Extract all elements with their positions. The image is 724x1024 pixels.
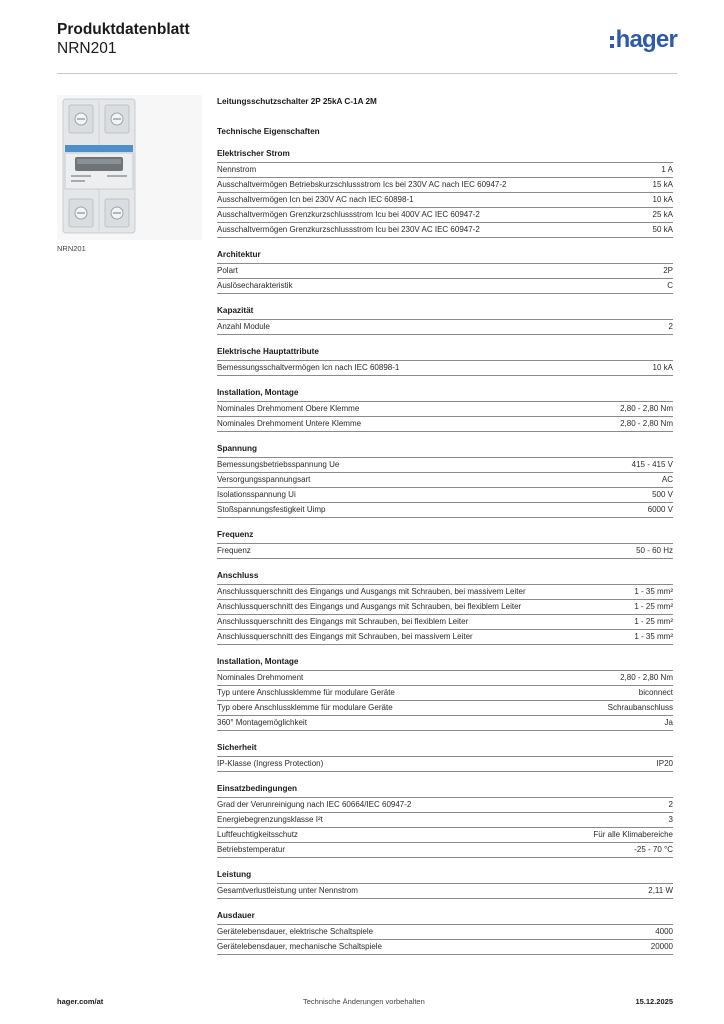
spec-row xyxy=(217,828,673,843)
spec-value: 500 V xyxy=(652,490,673,499)
section-heading: Technische Eigenschaften xyxy=(217,127,320,136)
spec-group xyxy=(217,250,673,294)
spec-group-title: Architektur xyxy=(217,250,673,264)
spec-value: Für alle Klimabereiche xyxy=(593,830,673,839)
hager-logo xyxy=(610,26,677,54)
spec-group xyxy=(217,388,673,432)
spec-row xyxy=(217,402,673,417)
spec-value: 2,80 - 2,80 Nm xyxy=(620,404,673,413)
product-image xyxy=(57,95,202,240)
spec-label: Anzahl Module xyxy=(217,322,270,331)
spec-label: Ausschaltvermögen Betriebskurzschlussstrom Ics bei 230V AC nach IEC 60947-2 xyxy=(217,180,507,189)
spec-row xyxy=(217,544,673,559)
spec-row xyxy=(217,843,673,858)
spec-label: Ausschaltvermögen Grenzkurzschlussstrom Icu bei 230V AC IEC 60947-2 xyxy=(217,225,480,234)
spec-label: 360° Montagemöglichkeit xyxy=(217,718,307,727)
spec-label: Stoßspannungsfestigkeit Uimp xyxy=(217,505,326,514)
spec-groups xyxy=(217,149,673,955)
spec-row xyxy=(217,615,673,630)
spec-value: 10 kA xyxy=(652,363,673,372)
spec-group-title: Elektrische Hauptattribute xyxy=(217,347,673,361)
spec-value: 10 kA xyxy=(652,195,673,204)
spec-label: Polart xyxy=(217,266,238,275)
spec-group-title: Elektrischer Strom xyxy=(217,149,673,163)
page-footer xyxy=(57,997,673,1009)
spec-row xyxy=(217,503,673,518)
spec-value: 50 kA xyxy=(652,225,673,234)
spec-row xyxy=(217,417,673,432)
spec-label: Nominales Drehmoment Obere Klemme xyxy=(217,404,360,413)
spec-value: AC xyxy=(661,475,673,484)
spec-label: Ausschaltvermögen Grenzkurzschlussstrom Icu bei 400V AC IEC 60947-2 xyxy=(217,210,480,219)
spec-row xyxy=(217,488,673,503)
spec-label: Anschlussquerschnitt des Eingangs mit Schrauben, bei flexiblem Leiter xyxy=(217,617,469,626)
spec-row xyxy=(217,686,673,701)
spec-label: Isolationsspannung Ui xyxy=(217,490,296,499)
spec-value: -25 - 70 °C xyxy=(634,845,673,854)
spec-row xyxy=(217,264,673,279)
spec-group-title: Leistung xyxy=(217,870,673,884)
spec-group xyxy=(217,784,673,858)
spec-group-title: Spannung xyxy=(217,444,673,458)
spec-label: Ausschaltvermögen Icn bei 230V AC nach IEC 60898-1 xyxy=(217,195,414,204)
spec-label: Bemessungsbetriebsspannung Ue xyxy=(217,460,340,469)
spec-value: 2,80 - 2,80 Nm xyxy=(620,419,673,428)
spec-label: Nominales Drehmoment xyxy=(217,673,304,682)
spec-label: Versorgungsspannungsart xyxy=(217,475,311,484)
spec-label: Luftfeuchtigkeitsschutz xyxy=(217,830,298,839)
spec-label: Anschlussquerschnitt des Eingangs und Ausgangs mit Schrauben, bei flexiblem Leiter xyxy=(217,602,522,611)
spec-row xyxy=(217,798,673,813)
spec-row xyxy=(217,223,673,238)
spec-label: Grad der Verunreinigung nach IEC 60664/IEC 60947-2 xyxy=(217,800,412,809)
spec-row xyxy=(217,716,673,731)
spec-label: Auslösecharakteristik xyxy=(217,281,293,290)
spec-label: Gesamtverlustleistung unter Nennstrom xyxy=(217,886,358,895)
spec-group xyxy=(217,743,673,772)
spec-row xyxy=(217,458,673,473)
spec-value: 415 - 415 V xyxy=(631,460,673,469)
spec-group-title: Installation, Montage xyxy=(217,388,673,402)
spec-value: 1 - 35 mm² xyxy=(634,632,673,641)
spec-value: biconnect xyxy=(638,688,673,697)
spec-label: Gerätelebensdauer, mechanische Schaltspiele xyxy=(217,942,382,951)
spec-row xyxy=(217,701,673,716)
spec-group xyxy=(217,444,673,518)
spec-value: 2,80 - 2,80 Nm xyxy=(620,673,673,682)
product-code: NRN201 xyxy=(57,40,117,57)
spec-value: 15 kA xyxy=(652,180,673,189)
spec-value: Schraubanschluss xyxy=(607,703,673,712)
spec-label: Gerätelebensdauer, elektrische Schaltspiele xyxy=(217,927,374,936)
spec-group-title: Frequenz xyxy=(217,530,673,544)
spec-group xyxy=(217,530,673,559)
spec-value: 2P xyxy=(663,266,673,275)
spec-label: Typ obere Anschlussklemme für modulare Geräte xyxy=(217,703,393,712)
spec-row xyxy=(217,630,673,645)
spec-value: 3 xyxy=(668,815,673,824)
spec-value: 4000 xyxy=(655,927,673,936)
spec-label: Anschlussquerschnitt des Eingangs mit Schrauben, bei massivem Leiter xyxy=(217,632,473,641)
spec-group xyxy=(217,571,673,645)
spec-label: Typ untere Anschlussklemme für modulare Geräte xyxy=(217,688,395,697)
logo-wordmark: hager xyxy=(615,26,677,53)
spec-value: C xyxy=(667,281,673,290)
spec-row xyxy=(217,671,673,686)
spec-row xyxy=(217,585,673,600)
spec-row xyxy=(217,208,673,223)
spec-row xyxy=(217,757,673,772)
spec-row xyxy=(217,320,673,335)
spec-row xyxy=(217,940,673,955)
spec-value: 1 - 35 mm² xyxy=(634,587,673,596)
footer-website: hager.com/at xyxy=(57,997,104,1006)
spec-value: 1 - 25 mm² xyxy=(634,602,673,611)
spec-value: 1 A xyxy=(661,165,673,174)
spec-value: 2 xyxy=(668,800,673,809)
spec-row xyxy=(217,884,673,899)
spec-group xyxy=(217,870,673,899)
spec-value: 50 - 60 Hz xyxy=(636,546,673,555)
spec-group-title: Installation, Montage xyxy=(217,657,673,671)
footer-disclaimer: Technische Änderungen vorbehalten xyxy=(303,997,425,1006)
spec-row xyxy=(217,925,673,940)
spec-group xyxy=(217,149,673,238)
spec-label: Betriebstemperatur xyxy=(217,845,286,854)
spec-label: IP-Klasse (Ingress Protection) xyxy=(217,759,324,768)
spec-group xyxy=(217,306,673,335)
spec-row xyxy=(217,473,673,488)
spec-value: 2 xyxy=(668,322,673,331)
spec-group-title: Einsatzbedingungen xyxy=(217,784,673,798)
spec-row xyxy=(217,600,673,615)
spec-group xyxy=(217,347,673,376)
spec-value: Ja xyxy=(664,718,673,727)
spec-value: 20000 xyxy=(650,942,673,951)
spec-label: Nennstrom xyxy=(217,165,257,174)
spec-label: Frequenz xyxy=(217,546,251,555)
document-title: Produktdatenblatt xyxy=(57,21,190,38)
spec-label: Anschlussquerschnitt des Eingangs und Ausgangs mit Schrauben, bei massivem Leiter xyxy=(217,587,526,596)
spec-value: 1 - 25 mm² xyxy=(634,617,673,626)
spec-group-title: Ausdauer xyxy=(217,911,673,925)
spec-label: Bemessungsschaltvermögen Icn nach IEC 60898-1 xyxy=(217,363,400,372)
spec-group-title: Kapazität xyxy=(217,306,673,320)
spec-value: 6000 V xyxy=(647,505,673,514)
spec-group-title: Sicherheit xyxy=(217,743,673,757)
spec-label: Energiebegrenzungsklasse I²t xyxy=(217,815,323,824)
spec-row xyxy=(217,193,673,208)
footer-date: 15.12.2025 xyxy=(635,997,673,1006)
spec-group xyxy=(217,657,673,731)
product-name: Leitungsschutzschalter 2P 25kA C-1A 2M xyxy=(217,97,377,106)
header-divider xyxy=(57,73,677,74)
spec-label: Nominales Drehmoment Untere Klemme xyxy=(217,419,362,428)
spec-row xyxy=(217,279,673,294)
spec-value: 25 kA xyxy=(652,210,673,219)
spec-row xyxy=(217,163,673,178)
spec-group-title: Anschluss xyxy=(217,571,673,585)
spec-value: IP20 xyxy=(656,759,673,768)
spec-content xyxy=(217,97,673,955)
logo-dots-icon xyxy=(610,36,614,48)
page-header xyxy=(57,20,677,70)
spec-row xyxy=(217,813,673,828)
spec-group xyxy=(217,911,673,955)
spec-row xyxy=(217,361,673,376)
spec-value: 2,11 W xyxy=(648,886,673,895)
circuit-breaker-image xyxy=(57,95,202,240)
image-caption: NRN201 xyxy=(57,244,86,253)
spec-row xyxy=(217,178,673,193)
